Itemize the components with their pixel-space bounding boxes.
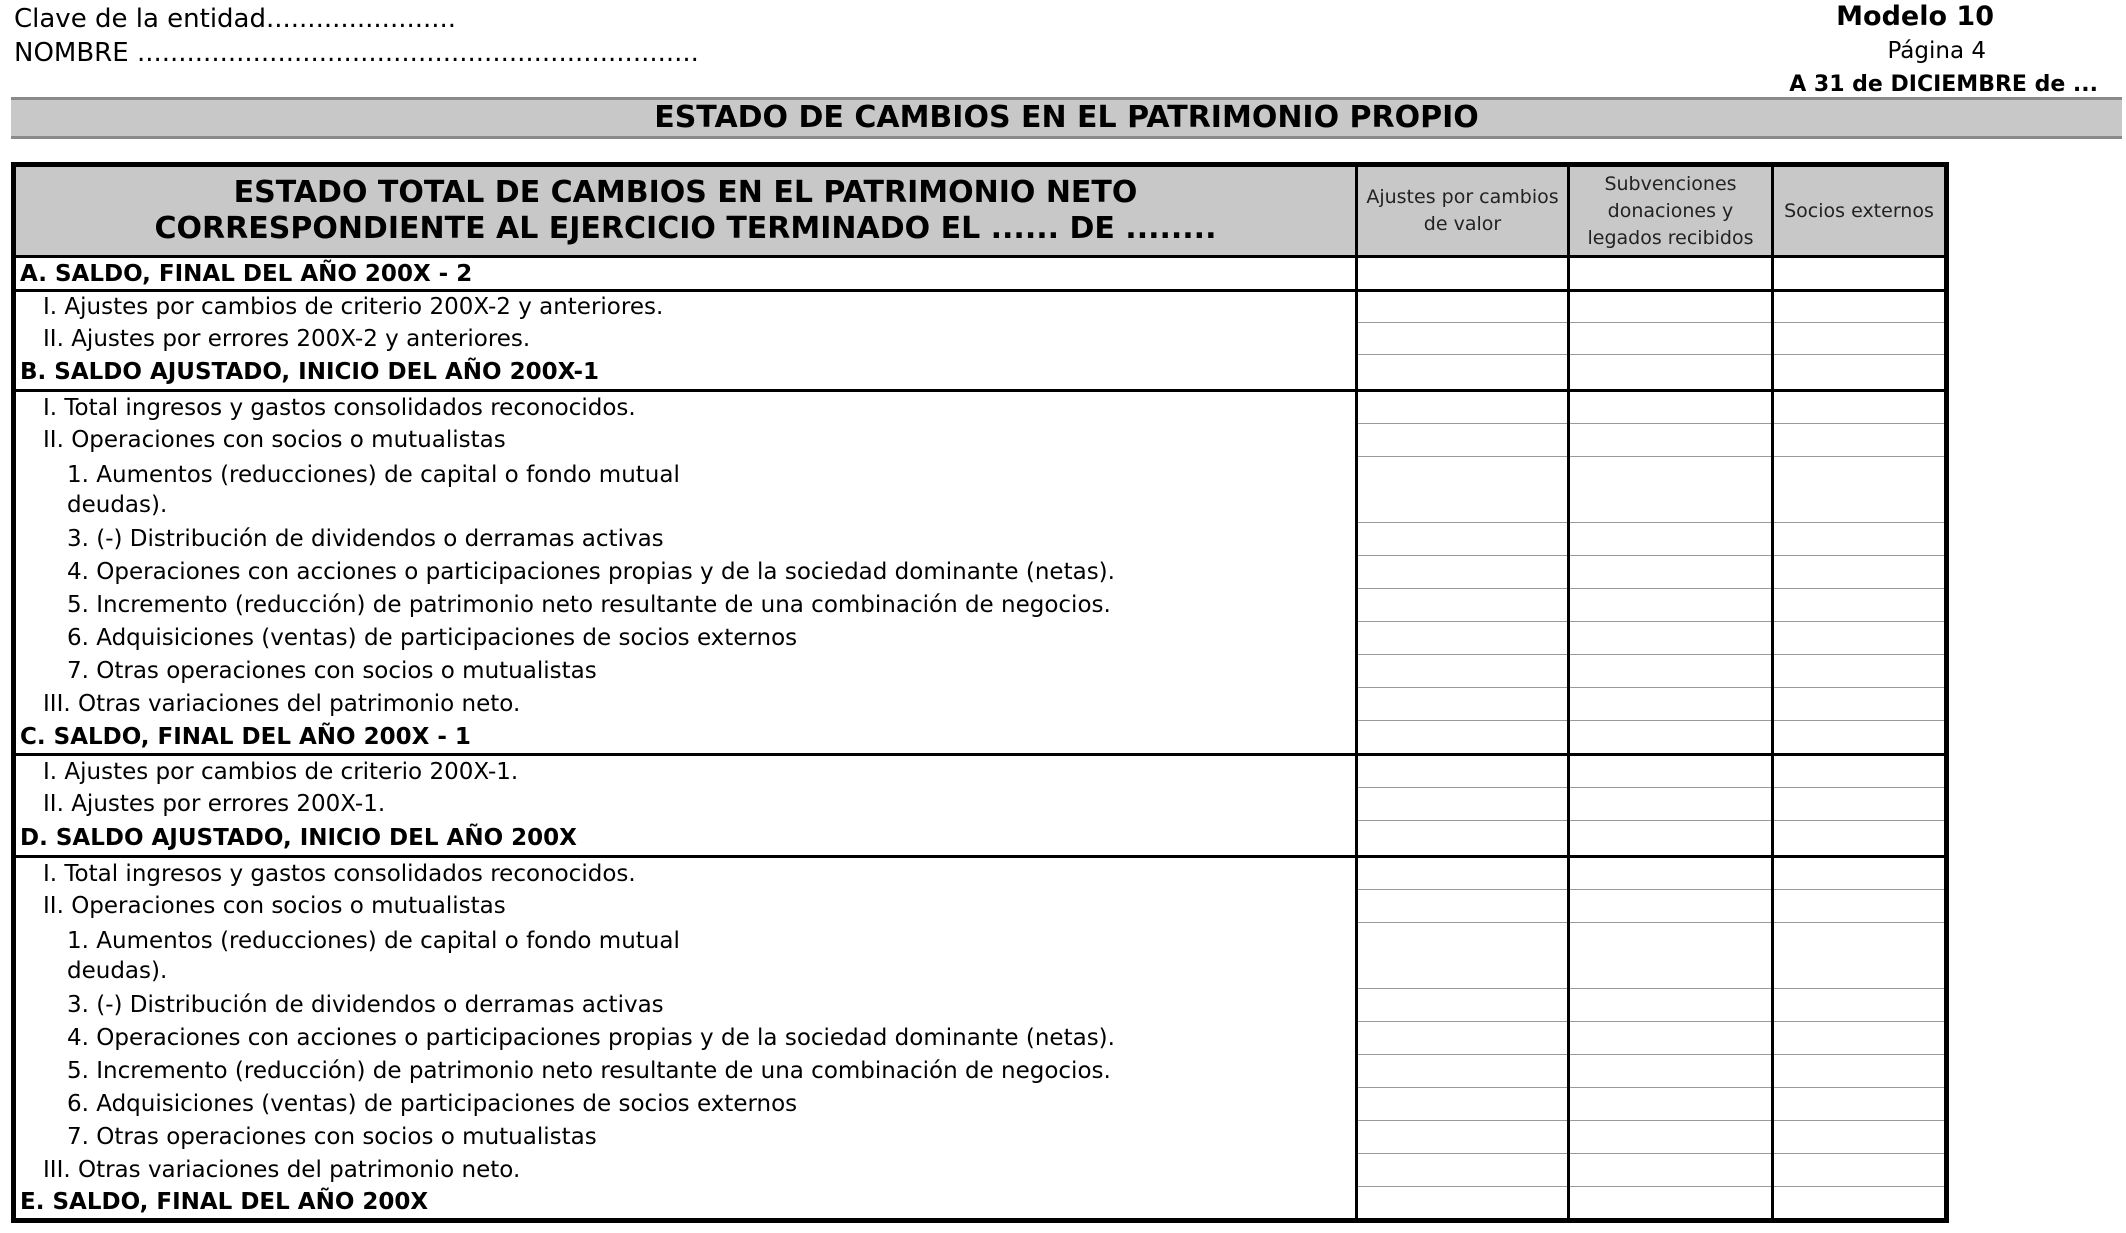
model-number: Modelo 10 bbox=[1836, 1, 1994, 32]
value-cell[interactable] bbox=[1773, 424, 1947, 457]
value-cell[interactable] bbox=[1773, 1088, 1947, 1121]
value-cell[interactable] bbox=[1773, 857, 1947, 890]
as-of-date: A 31 de DICIEMBRE de ... bbox=[1789, 72, 2098, 97]
value-cell[interactable] bbox=[1569, 857, 1773, 890]
row-label: 5. Incremento (reducción) de patrimonio neto resultante de una combinación de negocios. bbox=[14, 1055, 1357, 1088]
value-cell[interactable] bbox=[1569, 1121, 1773, 1154]
value-cell[interactable] bbox=[1773, 1022, 1947, 1055]
value-cell[interactable] bbox=[1569, 821, 1773, 857]
value-cell[interactable] bbox=[1357, 1088, 1569, 1121]
value-cell[interactable] bbox=[1773, 721, 1947, 755]
value-cell[interactable] bbox=[1357, 857, 1569, 890]
column-header-grants: Subvenciones donaciones y legados recibidos bbox=[1569, 165, 1773, 257]
table-row bbox=[14, 1154, 1947, 1187]
table-header-row bbox=[14, 165, 1947, 257]
value-cell[interactable] bbox=[1569, 1154, 1773, 1187]
value-cell[interactable] bbox=[1357, 1187, 1569, 1221]
table-row bbox=[14, 257, 1947, 291]
table-row bbox=[14, 721, 1947, 755]
row-label: 7. Otras operaciones con socios o mutualistas bbox=[14, 1121, 1357, 1154]
value-cell[interactable] bbox=[1357, 323, 1569, 355]
table-row bbox=[14, 890, 1947, 923]
value-cell[interactable] bbox=[1569, 1022, 1773, 1055]
table-row bbox=[14, 291, 1947, 323]
value-cell[interactable] bbox=[1569, 755, 1773, 788]
table-row bbox=[14, 323, 1947, 355]
column-header-external-partners: Socios externos bbox=[1773, 165, 1947, 257]
value-cell[interactable] bbox=[1773, 457, 1947, 523]
entity-name-field[interactable]: NOMBRE .................................................................... bbox=[14, 38, 699, 68]
table-row bbox=[14, 424, 1947, 457]
value-cell[interactable] bbox=[1357, 1055, 1569, 1088]
value-cell[interactable] bbox=[1357, 523, 1569, 556]
value-cell[interactable] bbox=[1569, 257, 1773, 291]
value-cell[interactable] bbox=[1357, 923, 1569, 989]
value-cell[interactable] bbox=[1357, 424, 1569, 457]
value-cell[interactable] bbox=[1569, 523, 1773, 556]
value-cell[interactable] bbox=[1357, 755, 1569, 788]
value-cell[interactable] bbox=[1773, 622, 1947, 655]
value-cell[interactable] bbox=[1773, 688, 1947, 721]
row-label: E. SALDO, FINAL DEL AÑO 200X bbox=[14, 1187, 1357, 1221]
value-cell[interactable] bbox=[1357, 721, 1569, 755]
value-cell[interactable] bbox=[1569, 788, 1773, 821]
table-row bbox=[14, 1022, 1947, 1055]
value-cell[interactable] bbox=[1773, 355, 1947, 391]
value-cell[interactable] bbox=[1569, 1055, 1773, 1088]
table-row bbox=[14, 622, 1947, 655]
table-row bbox=[14, 355, 1947, 391]
value-cell[interactable] bbox=[1773, 1055, 1947, 1088]
value-cell[interactable] bbox=[1569, 1088, 1773, 1121]
value-cell[interactable] bbox=[1569, 923, 1773, 989]
value-cell[interactable] bbox=[1773, 556, 1947, 589]
table-row bbox=[14, 1088, 1947, 1121]
table-row bbox=[14, 923, 1947, 989]
table-row bbox=[14, 1055, 1947, 1088]
value-cell[interactable] bbox=[1773, 755, 1947, 788]
value-cell[interactable] bbox=[1569, 589, 1773, 622]
value-cell[interactable] bbox=[1357, 688, 1569, 721]
table-row bbox=[14, 688, 1947, 721]
row-label: A. SALDO, FINAL DEL AÑO 200X - 2 bbox=[14, 257, 1357, 291]
table-row bbox=[14, 556, 1947, 589]
value-cell[interactable] bbox=[1357, 655, 1569, 688]
value-cell[interactable] bbox=[1773, 391, 1947, 424]
value-cell[interactable] bbox=[1357, 788, 1569, 821]
value-cell[interactable] bbox=[1773, 257, 1947, 291]
value-cell[interactable] bbox=[1357, 622, 1569, 655]
value-cell[interactable] bbox=[1569, 688, 1773, 721]
table-row bbox=[14, 989, 1947, 1022]
row-label: 7. Otras operaciones con socios o mutualistas bbox=[14, 655, 1357, 688]
value-cell[interactable] bbox=[1773, 291, 1947, 323]
table-row bbox=[14, 1121, 1947, 1154]
value-cell[interactable] bbox=[1569, 1187, 1773, 1221]
table-row bbox=[14, 457, 1947, 523]
table-row bbox=[14, 655, 1947, 688]
row-label: D. SALDO AJUSTADO, INICIO DEL AÑO 200X bbox=[14, 821, 1357, 857]
table-main-header: ESTADO TOTAL DE CAMBIOS EN EL PATRIMONIO NETO CORRESPONDIENTE AL EJERCICIO TERMINADO EL ...... DE ........ bbox=[14, 165, 1357, 257]
row-label: B. SALDO AJUSTADO, INICIO DEL AÑO 200X-1 bbox=[14, 355, 1357, 391]
table-row bbox=[14, 1187, 1947, 1221]
row-label: I. Ajustes por cambios de criterio 200X-2 y anteriores. bbox=[14, 291, 1357, 323]
value-cell[interactable] bbox=[1773, 1154, 1947, 1187]
value-cell[interactable] bbox=[1569, 721, 1773, 755]
value-cell[interactable] bbox=[1569, 457, 1773, 523]
row-label: 6. Adquisiciones (ventas) de participaciones de socios externos bbox=[14, 622, 1357, 655]
row-label: 5. Incremento (reducción) de patrimonio neto resultante de una combinación de negocios. bbox=[14, 589, 1357, 622]
value-cell[interactable] bbox=[1357, 355, 1569, 391]
value-cell[interactable] bbox=[1773, 923, 1947, 989]
row-label: II. Ajustes por errores 200X-2 y anteriores. bbox=[14, 323, 1357, 355]
value-cell[interactable] bbox=[1357, 821, 1569, 857]
value-cell[interactable] bbox=[1357, 291, 1569, 323]
value-cell[interactable] bbox=[1569, 556, 1773, 589]
value-cell[interactable] bbox=[1569, 989, 1773, 1022]
value-cell[interactable] bbox=[1773, 1121, 1947, 1154]
row-label: 6. Adquisiciones (ventas) de participaciones de socios externos bbox=[14, 1088, 1357, 1121]
row-label: 4. Operaciones con acciones o participaciones propias y de la sociedad dominante (netas). bbox=[14, 1022, 1357, 1055]
entity-header bbox=[14, 2, 699, 70]
table-row bbox=[14, 788, 1947, 821]
table-row bbox=[14, 523, 1947, 556]
value-cell[interactable] bbox=[1569, 622, 1773, 655]
row-label: III. Otras variaciones del patrimonio neto. bbox=[14, 688, 1357, 721]
table-row bbox=[14, 821, 1947, 857]
row-label: C. SALDO, FINAL DEL AÑO 200X - 1 bbox=[14, 721, 1357, 755]
value-cell[interactable] bbox=[1773, 1187, 1947, 1221]
value-cell[interactable] bbox=[1569, 323, 1773, 355]
row-label: I. Total ingresos y gastos consolidados reconocidos. bbox=[14, 391, 1357, 424]
value-cell[interactable] bbox=[1357, 457, 1569, 523]
value-cell[interactable] bbox=[1357, 989, 1569, 1022]
row-label: 1. Aumentos (reducciones) de capital o fondo mutual deudas). bbox=[14, 457, 1357, 523]
row-label: I. Total ingresos y gastos consolidados reconocidos. bbox=[14, 857, 1357, 890]
row-label: 4. Operaciones con acciones o participaciones propias y de la sociedad dominante (netas). bbox=[14, 556, 1357, 589]
value-cell[interactable] bbox=[1773, 821, 1947, 857]
value-cell[interactable] bbox=[1569, 355, 1773, 391]
value-cell[interactable] bbox=[1357, 890, 1569, 923]
value-cell[interactable] bbox=[1357, 1154, 1569, 1187]
table-row bbox=[14, 857, 1947, 890]
value-cell[interactable] bbox=[1569, 655, 1773, 688]
row-label: 1. Aumentos (reducciones) de capital o fondo mutual deudas). bbox=[14, 923, 1357, 989]
value-cell[interactable] bbox=[1569, 424, 1773, 457]
table-row bbox=[14, 589, 1947, 622]
row-label: III. Otras variaciones del patrimonio neto. bbox=[14, 1154, 1357, 1187]
page-title: ESTADO DE CAMBIOS EN EL PATRIMONIO PROPIO bbox=[11, 97, 2122, 139]
row-label: I. Ajustes por cambios de criterio 200X-1. bbox=[14, 755, 1357, 788]
row-label: 3. (-) Distribución de dividendos o derramas activas bbox=[14, 989, 1357, 1022]
value-cell[interactable] bbox=[1357, 556, 1569, 589]
value-cell[interactable] bbox=[1773, 989, 1947, 1022]
row-label: 3. (-) Distribución de dividendos o derramas activas bbox=[14, 523, 1357, 556]
value-cell[interactable] bbox=[1773, 890, 1947, 923]
row-label: II. Operaciones con socios o mutualistas bbox=[14, 890, 1357, 923]
entity-code-field[interactable]: Clave de la entidad....................... bbox=[14, 4, 457, 34]
changes-in-equity-table bbox=[11, 162, 1949, 1223]
row-label: II. Ajustes por errores 200X-1. bbox=[14, 788, 1357, 821]
page-number: Página 4 bbox=[1887, 38, 1986, 64]
value-cell[interactable] bbox=[1773, 655, 1947, 688]
value-cell[interactable] bbox=[1773, 323, 1947, 355]
table-row bbox=[14, 391, 1947, 424]
value-cell[interactable] bbox=[1357, 589, 1569, 622]
value-cell[interactable] bbox=[1357, 1121, 1569, 1154]
value-cell[interactable] bbox=[1357, 391, 1569, 424]
value-cell[interactable] bbox=[1569, 291, 1773, 323]
value-cell[interactable] bbox=[1357, 257, 1569, 291]
model-info bbox=[1789, 0, 2098, 102]
value-cell[interactable] bbox=[1773, 788, 1947, 821]
table-row bbox=[14, 755, 1947, 788]
value-cell[interactable] bbox=[1773, 523, 1947, 556]
value-cell[interactable] bbox=[1773, 589, 1947, 622]
column-header-valuation-adjustments: Ajustes por cambios de valor bbox=[1357, 165, 1569, 257]
value-cell[interactable] bbox=[1569, 890, 1773, 923]
value-cell[interactable] bbox=[1357, 1022, 1569, 1055]
row-label: II. Operaciones con socios o mutualistas bbox=[14, 424, 1357, 457]
value-cell[interactable] bbox=[1569, 391, 1773, 424]
